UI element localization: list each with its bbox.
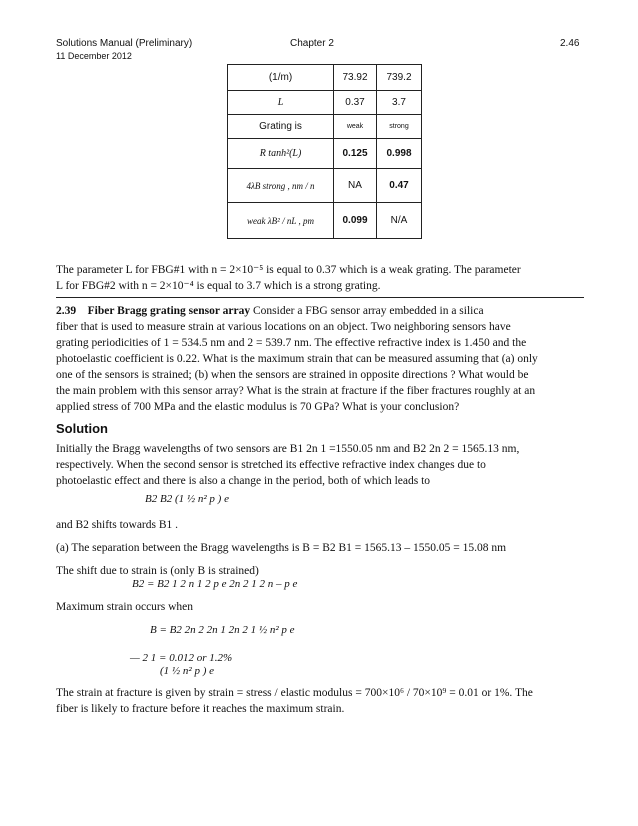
table-cell-fbg1: weak xyxy=(334,115,377,139)
fracture-paragraph xyxy=(56,685,586,717)
problem-statement xyxy=(56,303,586,415)
text-line: The strain at fracture is given by strain = stress / elastic modulus = 700×10⁶ / 70×10⁹ = 0.01 or 1%. The xyxy=(56,687,533,699)
table-cell-label: 4λB strong , nm / n xyxy=(228,169,334,203)
text-line: L for FBG#2 with n = 2×10⁻⁴ is equal to 3.7 which is a strong grating. xyxy=(56,280,381,292)
problem-intro: Consider a FBG sensor array embedded in a silica xyxy=(250,305,484,317)
header-date: 11 December 2012 xyxy=(56,51,132,61)
maximum-strain-line: Maximum strain occurs when xyxy=(56,601,194,613)
solution-heading: Solution xyxy=(56,421,108,436)
table-row xyxy=(228,169,422,203)
text-line: grating periodicities of 1 = 534.5 nm and 2 = 539.7 nm. The effective refractive index is 1.450 and the xyxy=(56,337,527,349)
table-cell-label: Grating is xyxy=(228,115,334,139)
problem-title: Fiber Bragg grating sensor array xyxy=(87,305,251,317)
table-cell-fbg1: 0.099 xyxy=(334,203,377,239)
header-left: Solutions Manual (Preliminary) xyxy=(56,38,193,49)
section-divider xyxy=(56,297,584,298)
table-cell-label: weak λB² / nL , pm xyxy=(228,203,334,239)
table-cell-fbg1: 0.125 xyxy=(334,139,377,169)
table-cell-fbg1: NA xyxy=(334,169,377,203)
table-discussion-paragraph xyxy=(56,262,586,294)
table-cell-label: R tanh²(L) xyxy=(228,139,334,169)
grating-parameter-table xyxy=(227,64,422,239)
text-line xyxy=(56,303,586,319)
table-cell-label: (1/m) xyxy=(228,65,334,91)
text-line: fiber is likely to fracture before it reaches the maximum strain. xyxy=(56,703,345,715)
shift-direction-line: and B2 shifts towards B1 . xyxy=(56,519,179,531)
text-line: respectively. When the second sensor is stretched its effective refractive index changes due to xyxy=(56,459,486,471)
header-page-number: 2.46 xyxy=(560,38,580,49)
table-cell-fbg2: strong xyxy=(377,115,422,139)
table-cell-fbg2: 3.7 xyxy=(377,91,422,115)
table-cell-label: L xyxy=(228,91,334,115)
text-line: fiber that is used to measure strain at various locations on an object. Two neighboring sensors have xyxy=(56,321,511,333)
table-cell-fbg2: 0.998 xyxy=(377,139,422,169)
table-cell-fbg2: 739.2 xyxy=(377,65,422,91)
table-cell-fbg1: 0.37 xyxy=(334,91,377,115)
shift-due-to-strain: The shift due to strain is (only B is strained) xyxy=(56,565,259,577)
table-row xyxy=(228,139,422,169)
text-line: Initially the Bragg wavelengths of two sensors are B1 2n 1 =1550.05 nm and B2 2n 2 = 1565.13 nm, xyxy=(56,443,520,455)
text-line: applied stress of 700 MPa and the elastic modulus is 70 GPa? What is your conclusion? xyxy=(56,401,460,413)
part-a-separation: (a) The separation between the Bragg wavelengths is B = B2 B1 = 1565.13 – 1550.05 = 15.08 nm xyxy=(56,542,507,554)
solution-intro xyxy=(56,441,586,489)
table-row xyxy=(228,115,422,139)
text-line: the main problem with this sensor array? What is the strain at fracture if the fiber fractures roughly at an xyxy=(56,385,536,397)
equation-max-strain: B = B2 2n 2 2n 1 2n 2 1 ½ n² p e xyxy=(150,624,295,636)
problem-number: 2.39 xyxy=(56,305,77,317)
table-row xyxy=(228,203,422,239)
text-line: The parameter L for FBG#1 with n = 2×10⁻⁵ is equal to 0.37 which is a weak grating. The parameter xyxy=(56,264,521,276)
table-cell-fbg2: N/A xyxy=(377,203,422,239)
text-line: photoelastic effect and there is also a change in the period, both of which leads to xyxy=(56,475,431,487)
header-chapter: Chapter 2 xyxy=(290,38,334,49)
equation-strain-result: — 2 1 = 0.012 or 1.2% xyxy=(130,652,233,664)
equation-strain-denominator: (1 ½ n² p ) e xyxy=(160,665,215,677)
text-line: photoelastic coefficient is 0.22. What is the maximum strain that can be measured assuming that (a) only xyxy=(56,353,538,365)
equation-strained-bragg: B2 B2 (1 ½ n² p ) e xyxy=(145,493,229,505)
equation-shift: B2 = B2 1 2 n 1 2 p e 2n 2 1 2 n – p e xyxy=(132,578,298,590)
table-row xyxy=(228,91,422,115)
table-cell-fbg1: 73.92 xyxy=(334,65,377,91)
table-row xyxy=(228,65,422,91)
table-cell-fbg2: 0.47 xyxy=(377,169,422,203)
text-line: one of the sensors is strained; (b) when the sensors are strained in opposite directions ? What would be xyxy=(56,369,529,381)
